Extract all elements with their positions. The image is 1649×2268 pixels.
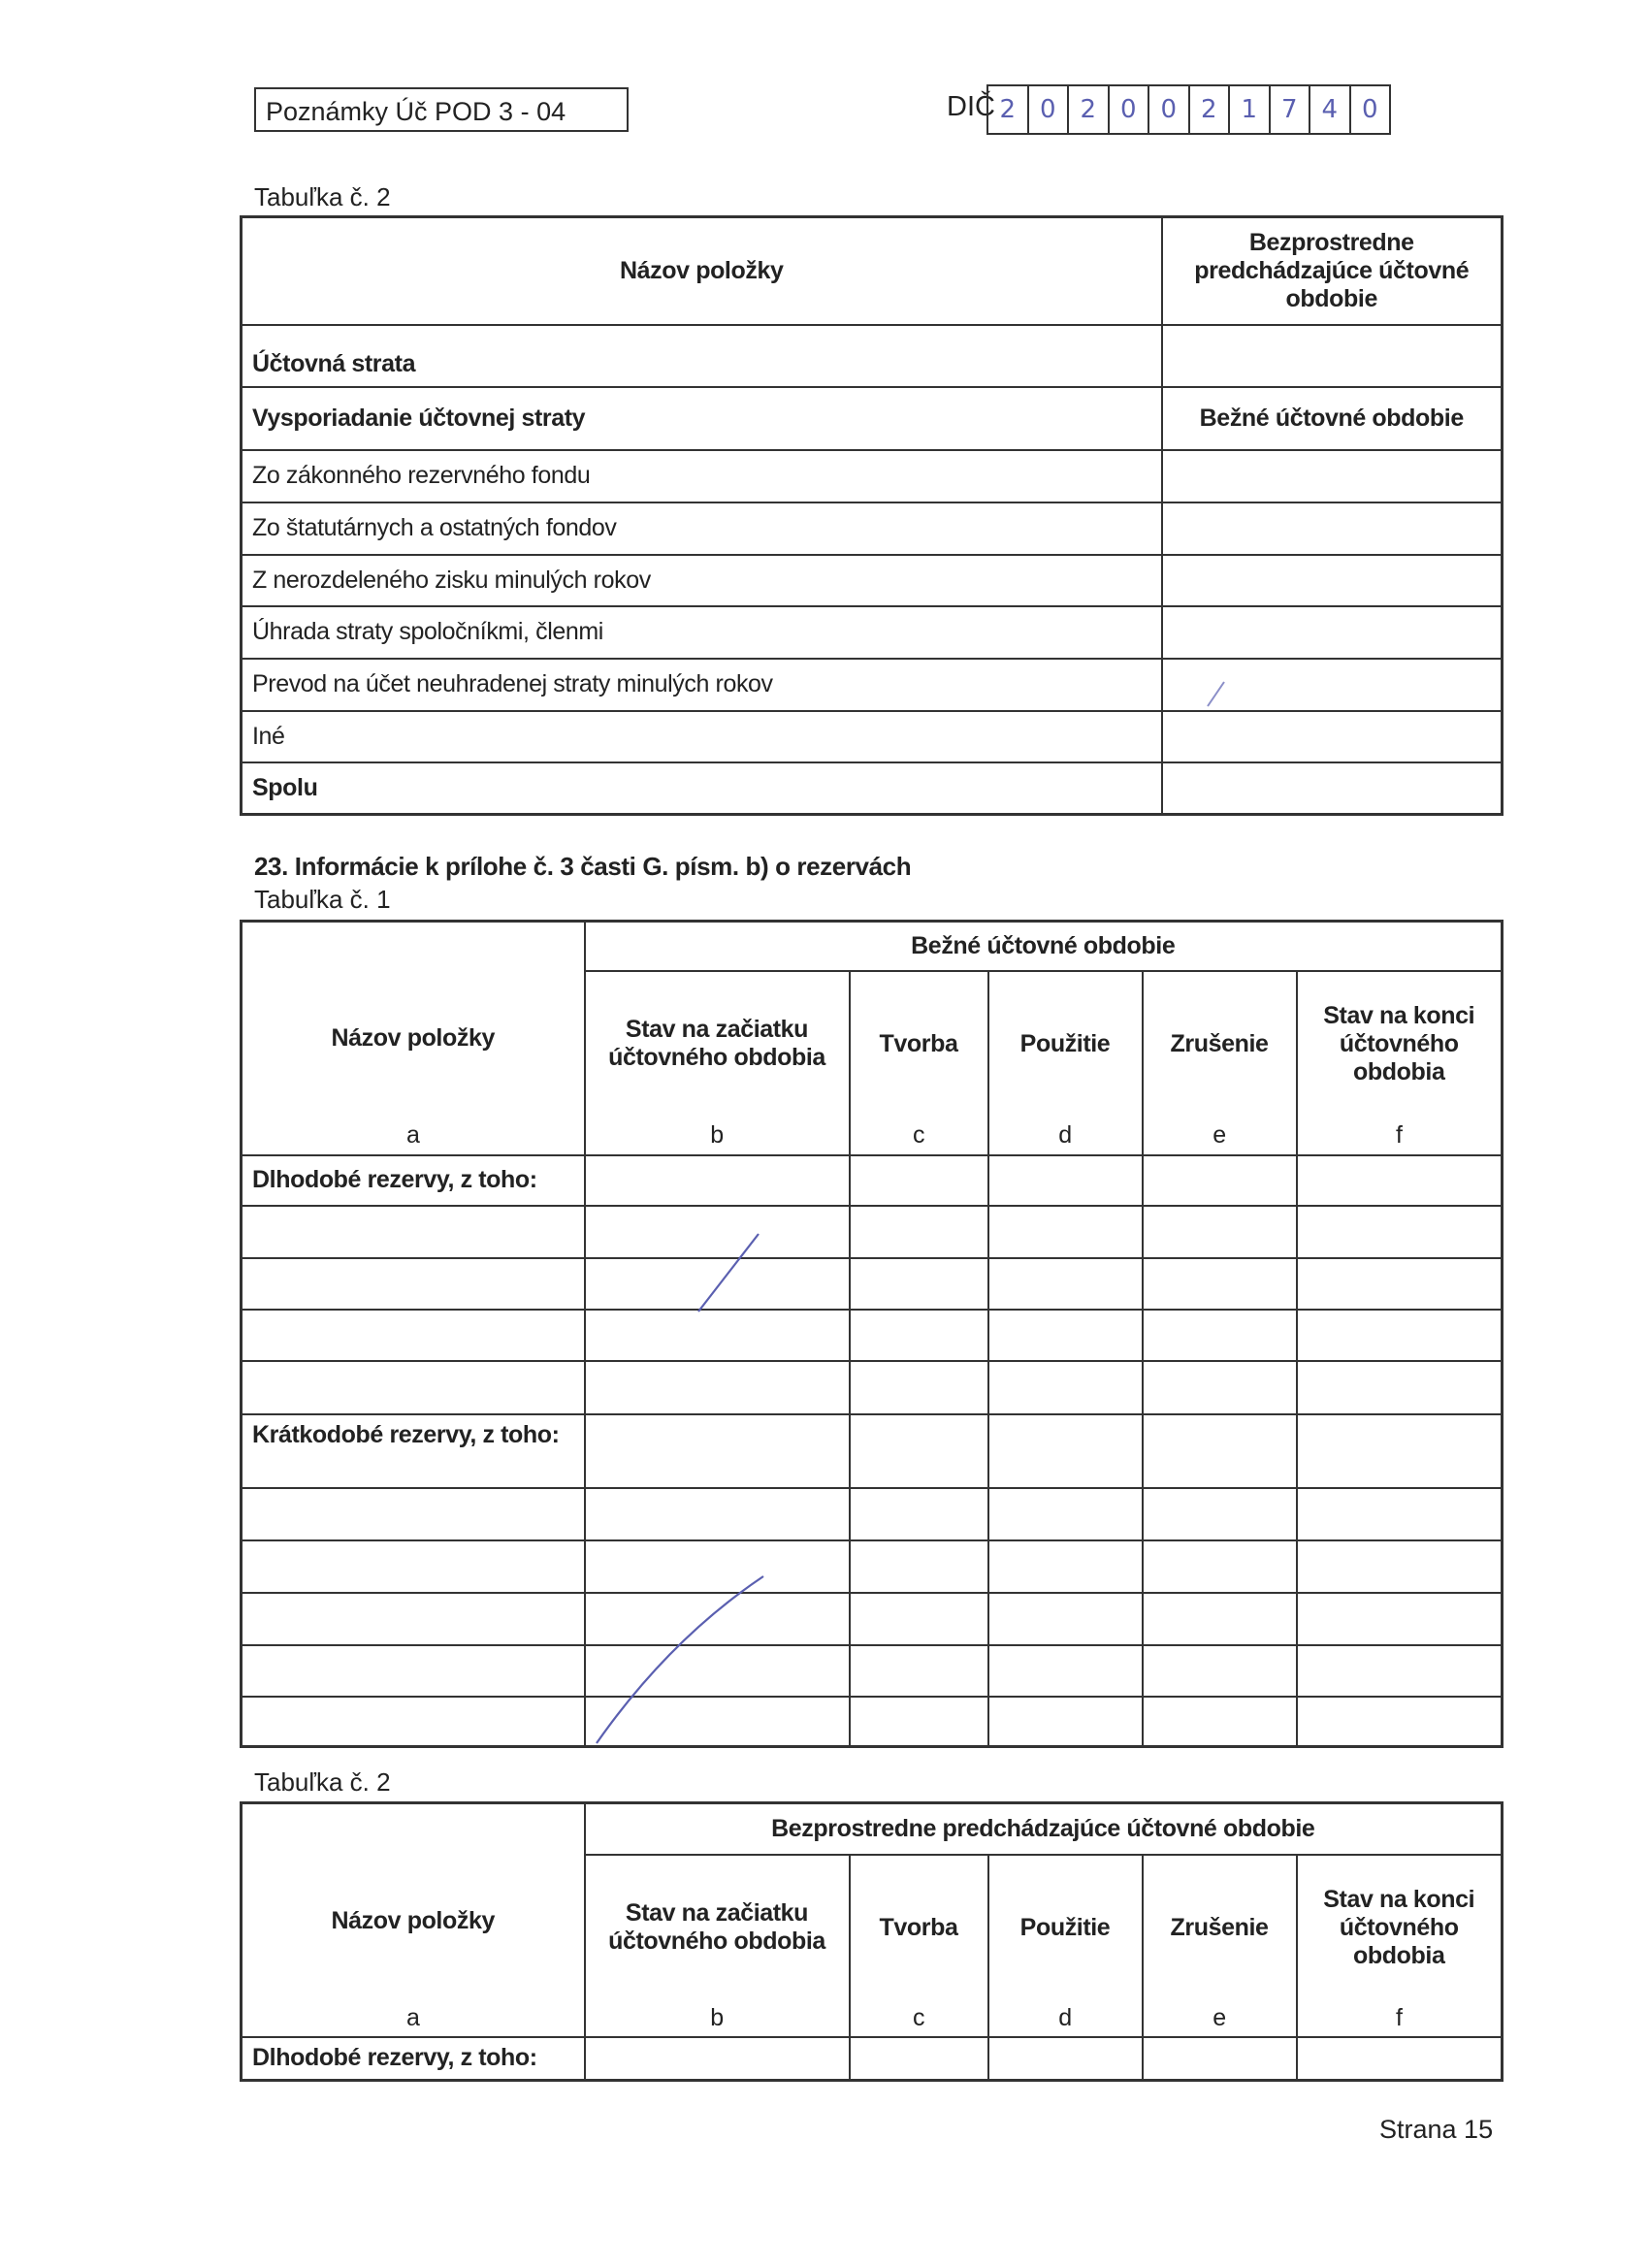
col-letter: b xyxy=(585,1117,850,1155)
period-header: Bezprostredne predchádzajúce účtovné obdobie xyxy=(585,1803,1503,1855)
section-title: 23. Informácie k prílohe č. 3 časti G. písm. b) o rezervách xyxy=(254,852,912,881)
col-header: Použitie xyxy=(988,1855,1143,2000)
value-cell[interactable] xyxy=(1162,659,1503,711)
row-label: Vysporiadanie účtovnej straty xyxy=(242,387,1162,450)
col-letter: c xyxy=(850,2000,988,2037)
col-header: Zrušenie xyxy=(1143,971,1297,1117)
dic-digit: 7 xyxy=(1271,86,1311,133)
col-header-prev: Bezprostredne predchádzajúce účtovné obdobie xyxy=(1162,217,1503,325)
col-header: Zrušenie xyxy=(1143,1855,1297,2000)
col-header-current: Bežné účtovné obdobie xyxy=(1162,387,1503,450)
col-header: Stav na konci účtovného obdobia xyxy=(1297,1855,1503,2000)
table-caption: Tabuľka č. 2 xyxy=(254,182,391,211)
period-header: Bežné účtovné obdobie xyxy=(585,922,1503,971)
document-label: Poznámky Úč POD 3 - 04 xyxy=(254,87,629,132)
row-label: Účtovná strata xyxy=(242,325,1162,387)
value-cell[interactable] xyxy=(1162,606,1503,659)
col-header-name: Názov položky xyxy=(331,1024,495,1053)
col-letter: d xyxy=(988,2000,1143,2037)
value-cell[interactable] xyxy=(850,1414,988,1488)
value-cell[interactable] xyxy=(1162,325,1503,387)
table-row xyxy=(242,1540,1503,1593)
value-cell[interactable] xyxy=(1162,762,1503,815)
value-cell[interactable] xyxy=(585,1414,850,1488)
col-letter: c xyxy=(850,1117,988,1155)
value-cell[interactable] xyxy=(1297,1155,1503,1206)
value-cell[interactable] xyxy=(850,2037,988,2081)
value-cell[interactable] xyxy=(585,1155,850,1206)
col-letter: d xyxy=(988,1117,1143,1155)
col-header-name: Názov položky xyxy=(331,1907,495,1935)
dic-digit: 0 xyxy=(1029,86,1070,133)
row-label: Dlhodobé rezervy, z toho: xyxy=(242,1155,585,1206)
value-cell[interactable] xyxy=(1162,502,1503,555)
row-label: Iné xyxy=(242,711,1162,762)
col-letter: a xyxy=(242,2000,585,2037)
col-header: Stav na konci účtovného obdobia xyxy=(1297,971,1503,1117)
col-letter: e xyxy=(1143,2000,1297,2037)
table-caption: Tabuľka č. 1 xyxy=(254,885,391,914)
col-header: Tvorba xyxy=(850,1855,988,2000)
col-letter: f xyxy=(1297,2000,1503,2037)
dic-digit: 0 xyxy=(1110,86,1150,133)
row-label: Úhrada straty spoločníkmi, členmi xyxy=(242,606,1162,659)
value-cell[interactable] xyxy=(1143,2037,1297,2081)
reserves-current-table xyxy=(240,920,1504,1748)
page-number: Strana 15 xyxy=(1379,2115,1494,2144)
row-label: Zo štatutárnych a ostatných fondov xyxy=(242,502,1162,555)
row-label-total: Spolu xyxy=(242,762,1162,815)
table-row xyxy=(242,1645,1503,1697)
table-caption: Tabuľka č. 2 xyxy=(254,1767,391,1797)
col-letter: f xyxy=(1297,1117,1503,1155)
loss-settlement-table xyxy=(240,215,1504,816)
row-label: Dlhodobé rezervy, z toho: xyxy=(242,2037,585,2081)
dic-digit: 2 xyxy=(988,86,1029,133)
value-cell[interactable] xyxy=(1297,2037,1503,2081)
dic-digit: 0 xyxy=(1149,86,1190,133)
table-row xyxy=(242,1206,1503,1258)
value-cell[interactable] xyxy=(585,2037,850,2081)
dic-digit: 4 xyxy=(1310,86,1351,133)
row-label: Prevod na účet neuhradenej straty minulých rokov xyxy=(242,659,1162,711)
col-letter: a xyxy=(242,1117,585,1155)
dic-label: DIČ xyxy=(947,91,995,122)
table-row xyxy=(242,1310,1503,1361)
table-row xyxy=(242,1361,1503,1414)
dic-digit: 2 xyxy=(1069,86,1110,133)
value-cell[interactable] xyxy=(1297,1414,1503,1488)
value-cell[interactable] xyxy=(988,2037,1143,2081)
col-header: Stav na začiatku účtovného obdobia xyxy=(585,1855,850,2000)
table-row xyxy=(242,1697,1503,1747)
col-header: Tvorba xyxy=(850,971,988,1117)
dic-digit: 2 xyxy=(1190,86,1231,133)
col-letter: e xyxy=(1143,1117,1297,1155)
col-header-name: Názov položky xyxy=(242,217,1162,325)
value-cell[interactable] xyxy=(1162,555,1503,606)
value-cell[interactable] xyxy=(1143,1155,1297,1206)
value-cell[interactable] xyxy=(1143,1414,1297,1488)
value-cell[interactable] xyxy=(988,1155,1143,1206)
table-row xyxy=(242,1593,1503,1645)
table-row xyxy=(242,1488,1503,1540)
col-header: Použitie xyxy=(988,971,1143,1117)
value-cell[interactable] xyxy=(988,1414,1143,1488)
dic-digit: 0 xyxy=(1361,95,1378,124)
table-row xyxy=(242,1258,1503,1310)
row-label: Z nerozdeleného zisku minulých rokov xyxy=(242,555,1162,606)
value-cell[interactable] xyxy=(850,1155,988,1206)
col-header: Stav na začiatku účtovného obdobia xyxy=(585,971,850,1117)
col-letter: b xyxy=(585,2000,850,2037)
row-label: Zo zákonného rezervného fondu xyxy=(242,450,1162,502)
row-label: Krátkodobé rezervy, z toho: xyxy=(242,1414,585,1488)
reserves-previous-table xyxy=(240,1801,1504,2082)
value-cell[interactable] xyxy=(1162,711,1503,762)
dic-field[interactable] xyxy=(986,84,1391,135)
value-cell[interactable] xyxy=(1162,450,1503,502)
dic-digit: 1 xyxy=(1230,86,1271,133)
